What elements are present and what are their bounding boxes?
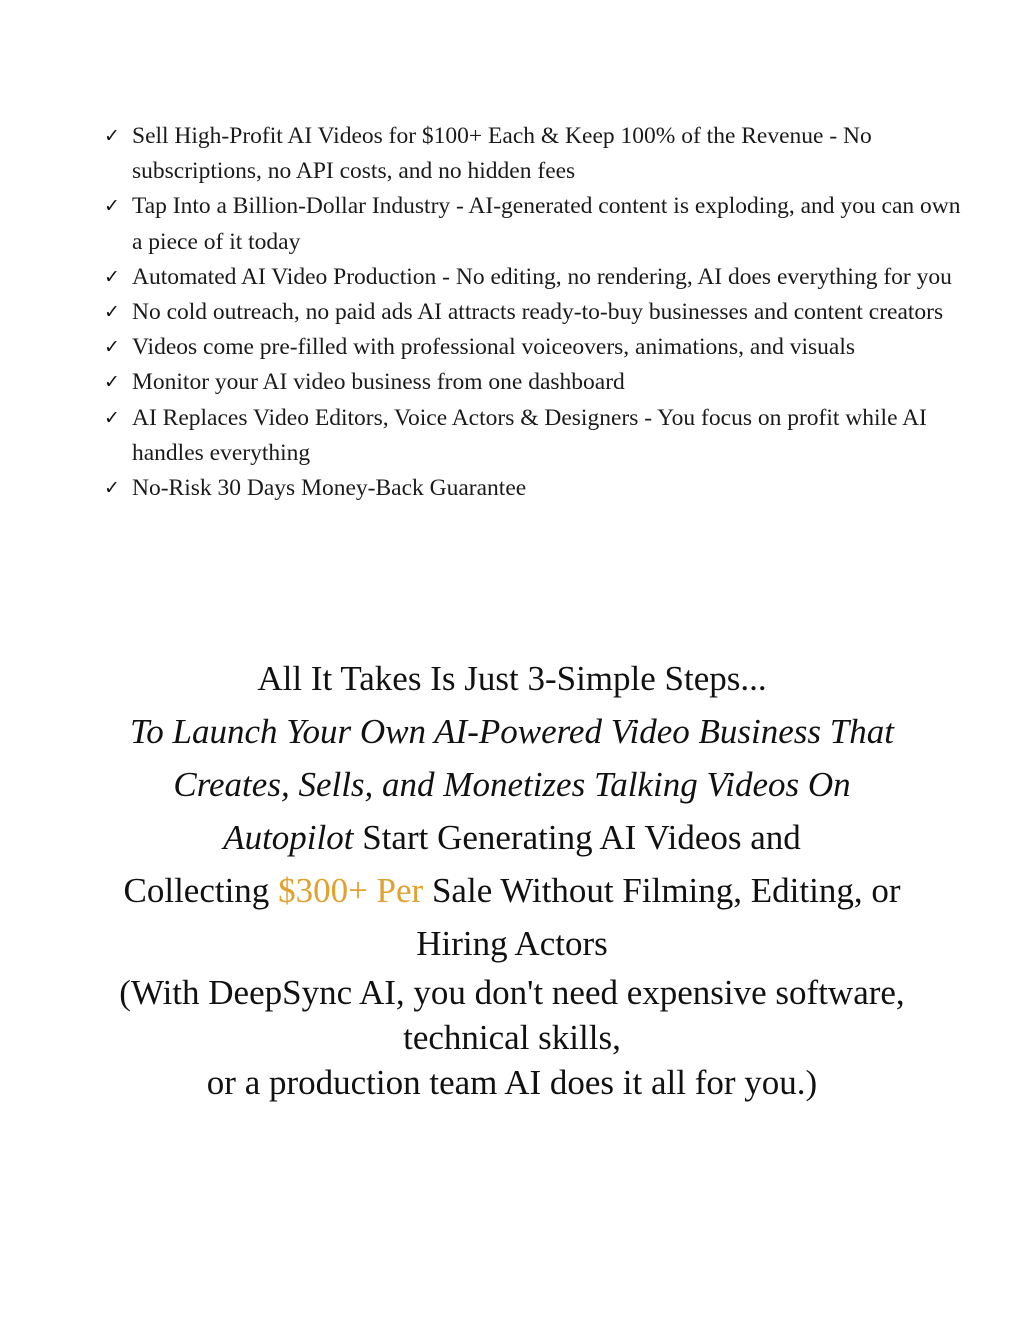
checkmark-icon: ✓: [104, 301, 120, 324]
checkmark-icon: ✓: [104, 125, 120, 147]
feature-text: Sell High-Profit AI Videos for $100+ Each & Keep 100% of the Revenue - No subscriptions, no API costs, and no hidden fees: [132, 123, 872, 185]
feature-item: [104, 119, 964, 189]
feature-text: Monitor your AI video business from one dashboard: [132, 369, 625, 396]
subheadline-line-1: (With DeepSync AI, you don't need expensive software,: [119, 973, 905, 1012]
headline-line-5: Hiring Actors: [416, 924, 608, 963]
feature-text: Automated AI Video Production - No editing, no rendering, AI does everything for you: [132, 263, 952, 290]
headline-line-3-rest: Start Generating AI Videos and: [353, 818, 801, 857]
feature-list: [104, 119, 964, 506]
headline-line-4-start: Collecting: [123, 871, 279, 910]
feature-item: [104, 365, 964, 400]
feature-item: [104, 330, 964, 365]
feature-text: Tap Into a Billion-Dollar Industry - AI-generated content is exploding, and you can own a piece of it today: [132, 193, 961, 255]
checkmark-icon: ✓: [104, 371, 120, 394]
price-highlight: $300+ Per: [278, 871, 424, 910]
feature-text: No-Risk 30 Days Money-Back Guarantee: [132, 475, 527, 502]
headline-line-3: [40, 811, 984, 864]
feature-item: [104, 471, 964, 506]
feature-text: AI Replaces Video Editors, Voice Actors & Designers - You focus on profit while AI handles everything: [132, 404, 927, 466]
checkmark-icon: ✓: [104, 265, 120, 288]
headline-italic-line-1: To Launch Your Own AI-Powered Video Business That: [130, 712, 894, 751]
checkmark-icon: ✓: [104, 336, 120, 359]
feature-item: [104, 260, 964, 295]
checkmark-icon: ✓: [104, 477, 120, 500]
subheadline-line-2: technical skills,: [403, 1018, 621, 1057]
feature-item: [104, 295, 964, 330]
feature-item: [104, 401, 964, 471]
headline-block: [40, 652, 984, 1105]
headline-italic-word: Autopilot: [223, 818, 354, 857]
headline-line-4: [40, 864, 984, 917]
headline-title: All It Takes Is Just 3-Simple Steps...: [257, 659, 767, 698]
subheadline-line-3: or a production team AI does it all for you.): [206, 1063, 818, 1102]
headline-line-4-rest: Sale Without Filming, Editing, or: [423, 871, 901, 910]
feature-item: [104, 189, 964, 259]
feature-text: Videos come pre-filled with professional voiceovers, animations, and visuals: [132, 334, 855, 361]
headline-italic-line-2: Creates, Sells, and Monetizes Talking Videos On: [173, 765, 851, 804]
checkmark-icon: ✓: [104, 406, 120, 429]
feature-text: No cold outreach, no paid ads AI attracts ready-to-buy businesses and content creators: [132, 299, 944, 326]
checkmark-icon: ✓: [104, 195, 120, 218]
